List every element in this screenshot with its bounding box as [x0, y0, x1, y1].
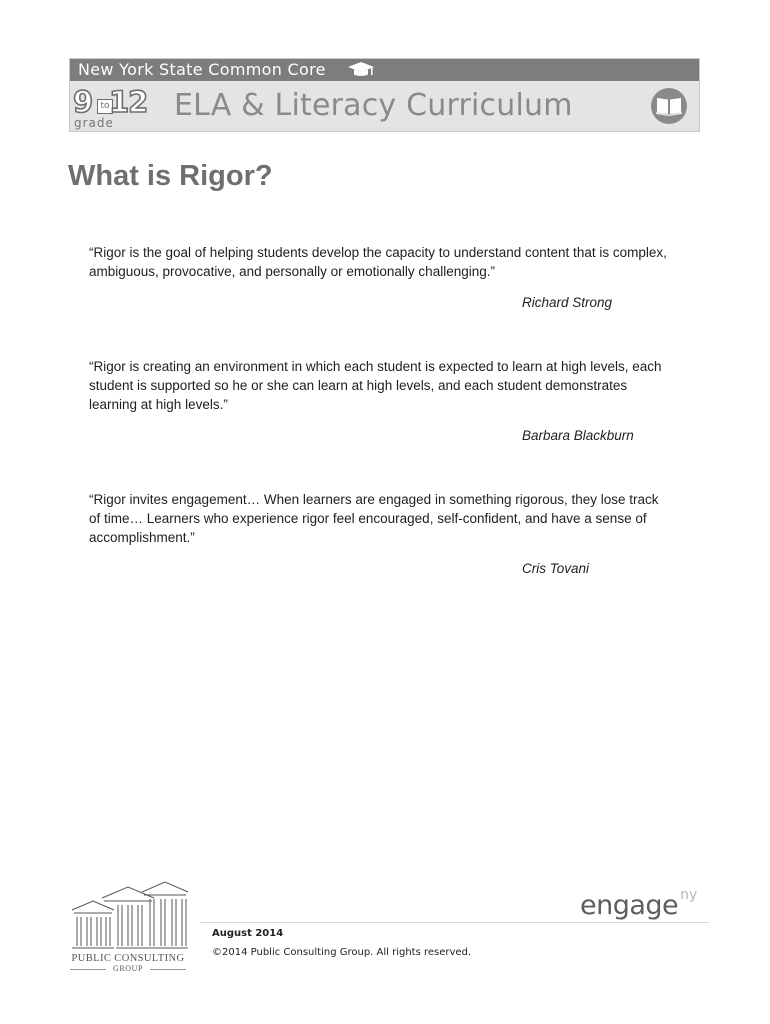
program-name: New York State Common Core [78, 60, 326, 79]
grade-to-word: to [97, 99, 113, 114]
curriculum-banner [69, 58, 700, 132]
engageny-logo [580, 887, 697, 921]
quote-text: “Rigor invites engagement… When learners are engaged in something rigorous, they lose track of time… Learners who experience rigor feel encouraged, self-confident, and have a sense of accomplishment.” [89, 492, 659, 545]
publication-date: August 2014 [212, 928, 284, 939]
engage-ny: ny [680, 887, 698, 903]
curriculum-title: ELA & Literacy Curriculum [174, 88, 573, 123]
graduation-cap-icon [347, 61, 375, 79]
grade-badge [73, 85, 148, 133]
banner-top-bar [70, 59, 699, 81]
engage-word: engage [580, 890, 679, 921]
footer-divider [200, 922, 709, 923]
quote-text: “Rigor is creating an environment in which each student is expected to learn at high levels, each student is supported so he or she can learn at high levels, and each student demonstrates learning at high levels.” [89, 359, 662, 412]
grade-word: grade [74, 116, 114, 130]
banner-bottom-bar [70, 81, 699, 131]
quote-text: “Rigor is the goal of helping students develop the capacity to understand content that is complex, ambiguous, provocative, and personally or emotionally challenging.” [89, 245, 667, 279]
quote-author: Richard Strong [522, 295, 613, 310]
book-icon [650, 87, 688, 125]
grade-from: 9 [73, 85, 93, 119]
copyright-notice: ©2014 Public Consulting Group. All rights reserved. [212, 947, 472, 958]
quote-author: Barbara Blackburn [522, 428, 634, 443]
page-title: What is Rigor? [68, 160, 273, 192]
grade-to: 12 [109, 85, 148, 119]
pcg-name: PUBLIC CONSULTING [71, 953, 185, 964]
quote-author: Cris Tovani [522, 561, 590, 576]
pcg-group: GROUP [112, 964, 144, 973]
pcg-group-rule-right [150, 969, 186, 970]
